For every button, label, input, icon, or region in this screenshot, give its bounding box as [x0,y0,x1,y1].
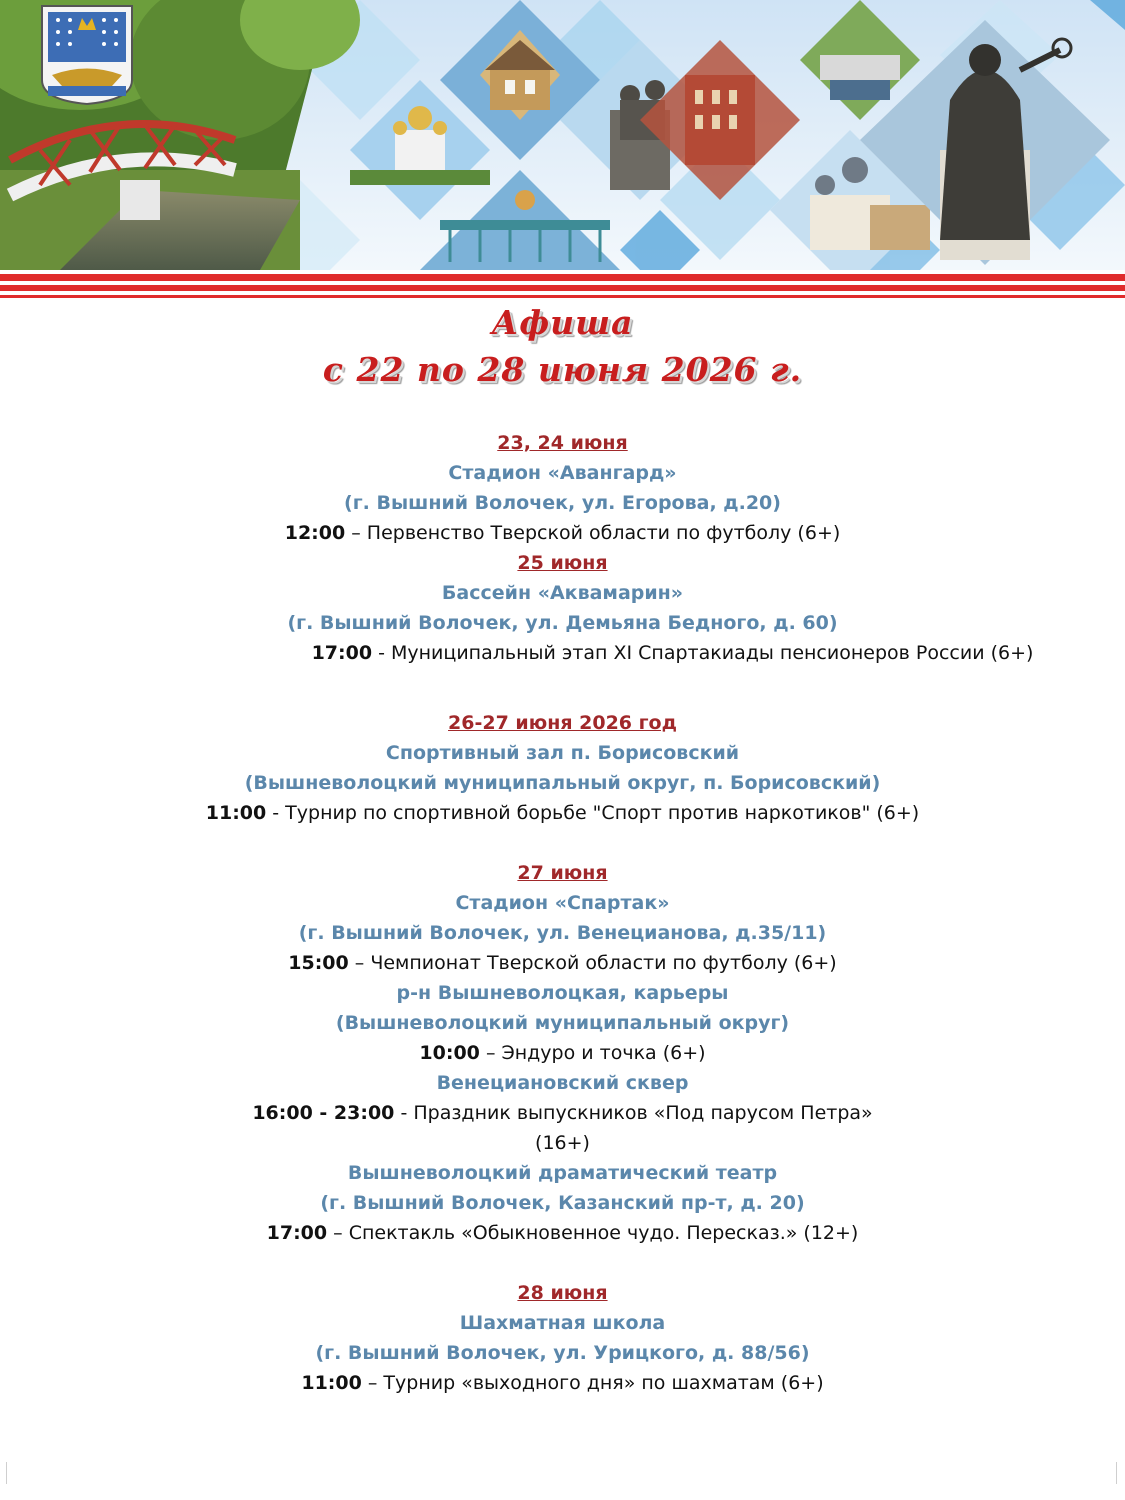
event-description: – Первенство Тверской области по футболу (6+) [345,522,841,544]
event-item [0,1100,1125,1126]
venue-name: Бассейн «Аквамарин» [441,582,684,604]
venue-address: (Вышневолоцкий муниципальный округ, п. Борисовский) [244,772,881,794]
venue-name: р-н Вышневолоцкая, карьеры [396,982,729,1004]
event-time: 11:00 [301,1372,362,1394]
venue-address: (г. Вышний Волочек, ул. Урицкого, д. 88/56) [315,1342,810,1364]
date-heading: 27 июня [517,862,608,884]
venue-address: (г. Вышний Волочек, ул. Егорова, д.20) [344,492,781,514]
photo-collage [0,0,1125,270]
date-heading: 26-27 июня 2026 год [448,712,677,734]
event-description: - Турнир по спортивной борьбе "Спорт против наркотиков" (6+) [266,802,920,824]
venue-address: (г. Вышний Волочек, Казанский пр-т, д. 20) [320,1192,805,1214]
event-time: 11:00 [205,802,267,824]
event-item [0,1040,1125,1066]
venue-name: Стадион «Спартак» [455,892,670,914]
event-item [0,950,1125,976]
event-time: 10:00 [419,1042,480,1064]
event-time: 12:00 [284,522,346,544]
venue-address: (г. Вышний Волочек, ул. Демьяна Бедного, д. 60) [287,612,838,634]
venue-name: Вышневолоцкий драматический театр [347,1162,778,1184]
event-time: 17:00 [266,1222,328,1244]
venue-name: Стадион «Авангард» [448,462,677,484]
date-heading: 23, 24 июня [497,432,628,454]
event-item [110,640,1125,666]
event-item [0,520,1125,546]
red-stripes-divider [0,274,1125,304]
event-item [0,1370,1125,1396]
header-banner [0,0,1125,270]
event-time: 16:00 - 23:00 [252,1102,395,1124]
venue-name: Спортивный зал п. Борисовский [385,742,740,764]
venue-name: Шахматная школа [459,1312,666,1334]
event-time: 15:00 [288,952,349,974]
venue-address: (г. Вышний Волочек, ул. Венецианова, д.35/11) [298,922,827,944]
page-title: Афиша [491,303,634,342]
event-age-rating: (16+) [535,1132,590,1154]
event-item [0,800,1125,826]
event-description: – Эндуро и точка (6+) [479,1042,706,1064]
coat-of-arms-icon [42,6,132,104]
date-heading: 28 июня [517,1282,608,1304]
venue-name: Венециановский сквер [436,1072,689,1094]
page-edge-mark [1116,1462,1117,1484]
date-heading: 25 июня [517,552,608,574]
event-description: – Чемпионат Тверской области по футболу (6+) [348,952,837,974]
event-description: – Турнир «выходного дня» по шахматам (6+) [361,1372,824,1394]
page-edge-mark [6,1462,7,1484]
venue-address: (Вышневолоцкий муниципальный округ) [335,1012,790,1034]
event-description: - Праздник выпускников «Под парусом Петра» [394,1102,873,1124]
event-description: – Спектакль «Обыкновенное чудо. Пересказ.» (12+) [327,1222,859,1244]
event-time: 17:00 [311,642,373,664]
event-item [0,1220,1125,1246]
event-description: - Муниципальный этап XI Спартакиады пенсионеров России (6+) [372,642,1034,664]
page-subtitle: с 22 по 28 июня 2026 г. [322,350,803,389]
